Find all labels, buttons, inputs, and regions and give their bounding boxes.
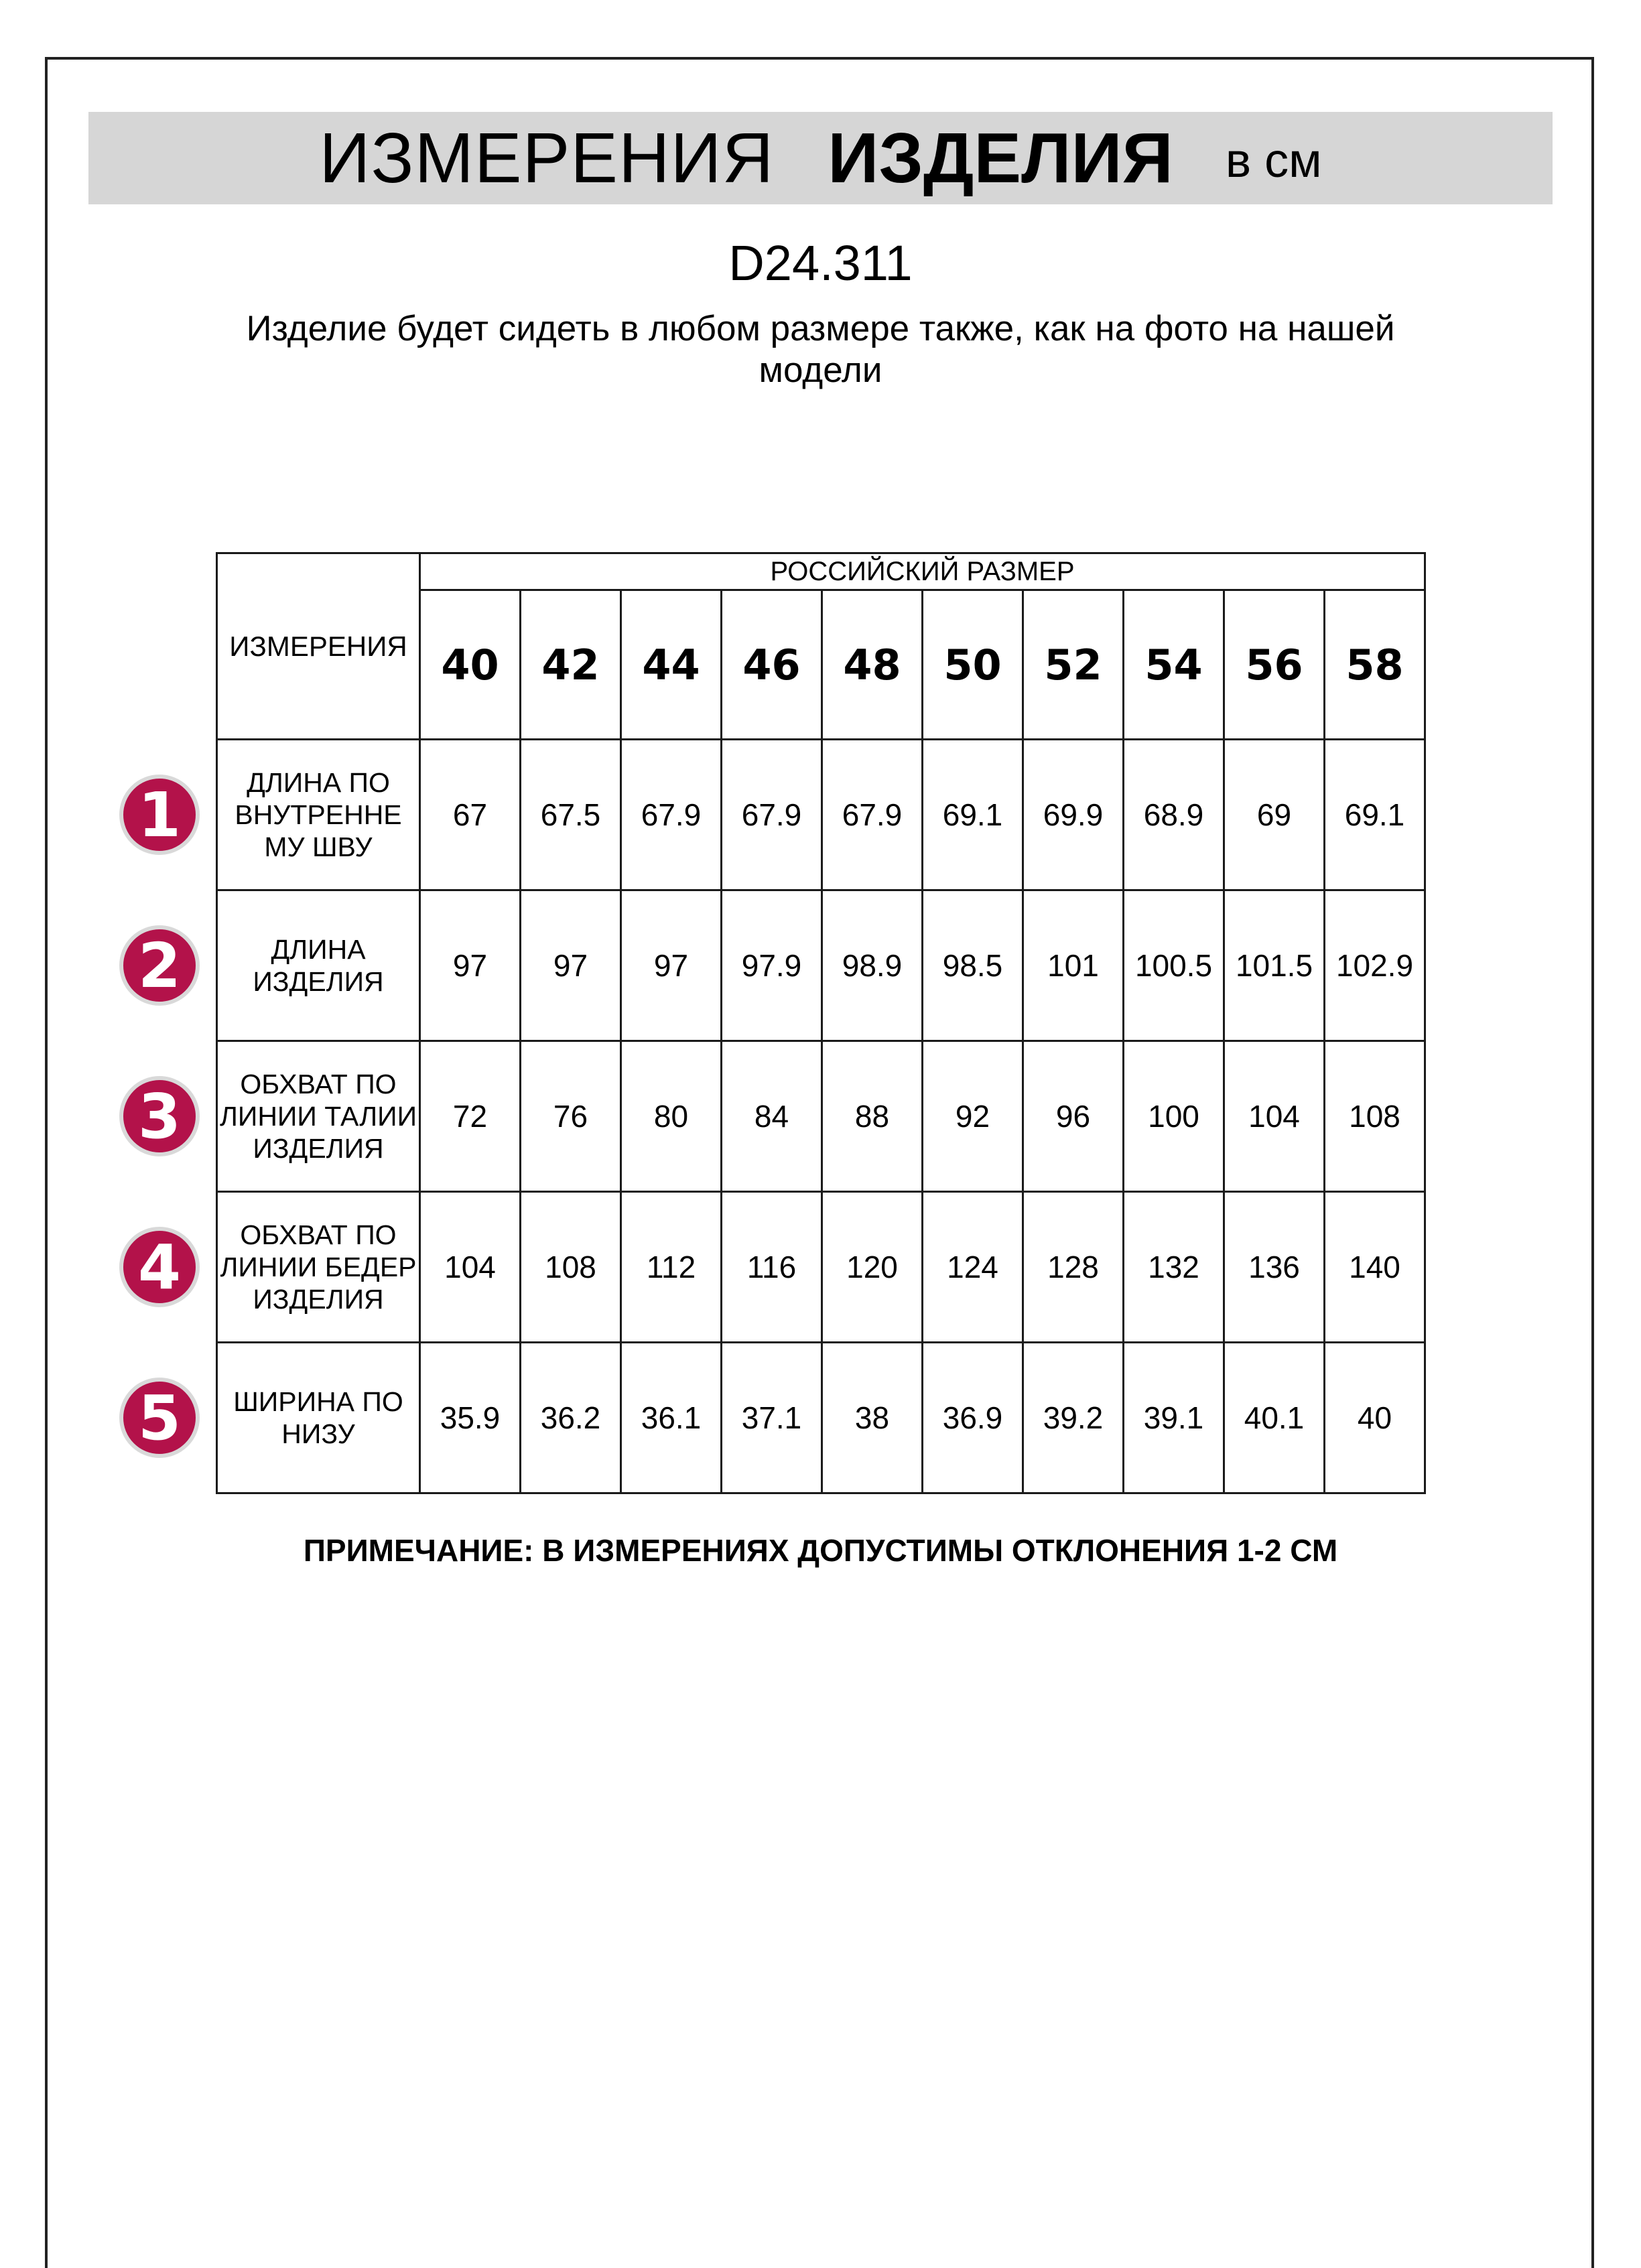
table-cell: 97 (420, 890, 521, 1041)
row-number-badge: 3 (119, 1076, 200, 1156)
table-cell: 37.1 (722, 1343, 822, 1493)
row-label: ОБХВАТ ПО ЛИНИИ БЕДЕР ИЗДЕЛИЯ (217, 1192, 420, 1343)
table-cell: 35.9 (420, 1343, 521, 1493)
table-cell: 100.5 (1124, 890, 1224, 1041)
table-cell: 84 (722, 1041, 822, 1192)
table-cell: 100 (1124, 1041, 1224, 1192)
size-header: 48 (822, 590, 923, 740)
size-header: 46 (722, 590, 822, 740)
size-table (216, 552, 1426, 1494)
size-header: 44 (621, 590, 722, 740)
table-cell: 104 (420, 1192, 521, 1343)
table-cell: 69.9 (1023, 740, 1124, 890)
table-row (217, 740, 1425, 890)
row-label: ДЛИНА ПО ВНУТРЕННЕ МУ ШВУ (217, 740, 420, 890)
row-label: ШИРИНА ПО НИЗУ (217, 1343, 420, 1493)
footnote: ПРИМЕЧАНИЕ: В ИЗМЕРЕНИЯХ ДОПУСТИМЫ ОТКЛОНЕНИЯ 1-2 СМ (303, 1533, 1338, 1568)
table-cell: 97.9 (722, 890, 822, 1041)
measure-header: ИЗМЕРЕНИЯ (217, 553, 420, 740)
table-cell: 108 (1325, 1041, 1425, 1192)
table-row (217, 890, 1425, 1041)
table-cell: 36.9 (923, 1343, 1023, 1493)
row-label: ДЛИНА ИЗДЕЛИЯ (217, 890, 420, 1041)
table-cell: 140 (1325, 1192, 1425, 1343)
table-cell: 39.1 (1124, 1343, 1224, 1493)
table-cell: 72 (420, 1041, 521, 1192)
title-unit: в см (1225, 134, 1322, 188)
table-cell: 67.9 (822, 740, 923, 890)
table-cell: 68.9 (1124, 740, 1224, 890)
table-cell: 124 (923, 1192, 1023, 1343)
table-cell: 69.1 (923, 740, 1023, 890)
table-row (217, 1192, 1425, 1343)
table-cell: 40 (1325, 1343, 1425, 1493)
title-part-1: ИЗМЕРЕНИЯ (319, 118, 775, 198)
table-cell: 97 (521, 890, 621, 1041)
table-cell: 108 (521, 1192, 621, 1343)
table-cell: 80 (621, 1041, 722, 1192)
table-cell: 88 (822, 1041, 923, 1192)
table-cell: 128 (1023, 1192, 1124, 1343)
table-cell: 67 (420, 740, 521, 890)
table-row (217, 1041, 1425, 1192)
table-cell: 69.1 (1325, 740, 1425, 890)
row-number-badge: 1 (119, 775, 200, 855)
size-header: 54 (1124, 590, 1224, 740)
size-group-header: РОССИЙСКИЙ РАЗМЕР (420, 553, 1425, 590)
table-cell: 104 (1224, 1041, 1325, 1192)
table-cell: 98.9 (822, 890, 923, 1041)
table-cell: 101.5 (1224, 890, 1325, 1041)
table-header-row (217, 553, 1425, 590)
table-cell: 36.2 (521, 1343, 621, 1493)
size-header: 42 (521, 590, 621, 740)
table-cell: 97 (621, 890, 722, 1041)
table-cell: 67.5 (521, 740, 621, 890)
table-cell: 92 (923, 1041, 1023, 1192)
table-cell: 69 (1224, 740, 1325, 890)
table-cell: 36.1 (621, 1343, 722, 1493)
size-header: 52 (1023, 590, 1124, 740)
article-number: D24.311 (728, 235, 913, 291)
size-header: 50 (923, 590, 1023, 740)
table-cell: 39.2 (1023, 1343, 1124, 1493)
title-part-2: ИЗДЕЛИЯ (828, 118, 1173, 198)
page-title (0, 112, 1641, 204)
table-cell: 116 (722, 1192, 822, 1343)
table-cell: 112 (621, 1192, 722, 1343)
fit-note: Изделие будет сидеть в любом размере также, как на фото на нашей модели (246, 309, 1395, 390)
table-row (217, 1343, 1425, 1493)
table-cell: 101 (1023, 890, 1124, 1041)
table-cell: 67.9 (621, 740, 722, 890)
row-number-badge: 4 (119, 1227, 200, 1307)
table-cell: 102.9 (1325, 890, 1425, 1041)
table-cell: 120 (822, 1192, 923, 1343)
table-cell: 38 (822, 1343, 923, 1493)
table-cell: 40.1 (1224, 1343, 1325, 1493)
table-cell: 96 (1023, 1041, 1124, 1192)
size-header: 58 (1325, 590, 1425, 740)
row-label: ОБХВАТ ПО ЛИНИИ ТАЛИИ ИЗДЕЛИЯ (217, 1041, 420, 1192)
size-header: 40 (420, 590, 521, 740)
table-cell: 67.9 (722, 740, 822, 890)
table-cell: 132 (1124, 1192, 1224, 1343)
row-number-badge: 2 (119, 925, 200, 1006)
table-cell: 136 (1224, 1192, 1325, 1343)
row-number-badge: 5 (119, 1378, 200, 1458)
table-cell: 98.5 (923, 890, 1023, 1041)
table-cell: 76 (521, 1041, 621, 1192)
size-header: 56 (1224, 590, 1325, 740)
